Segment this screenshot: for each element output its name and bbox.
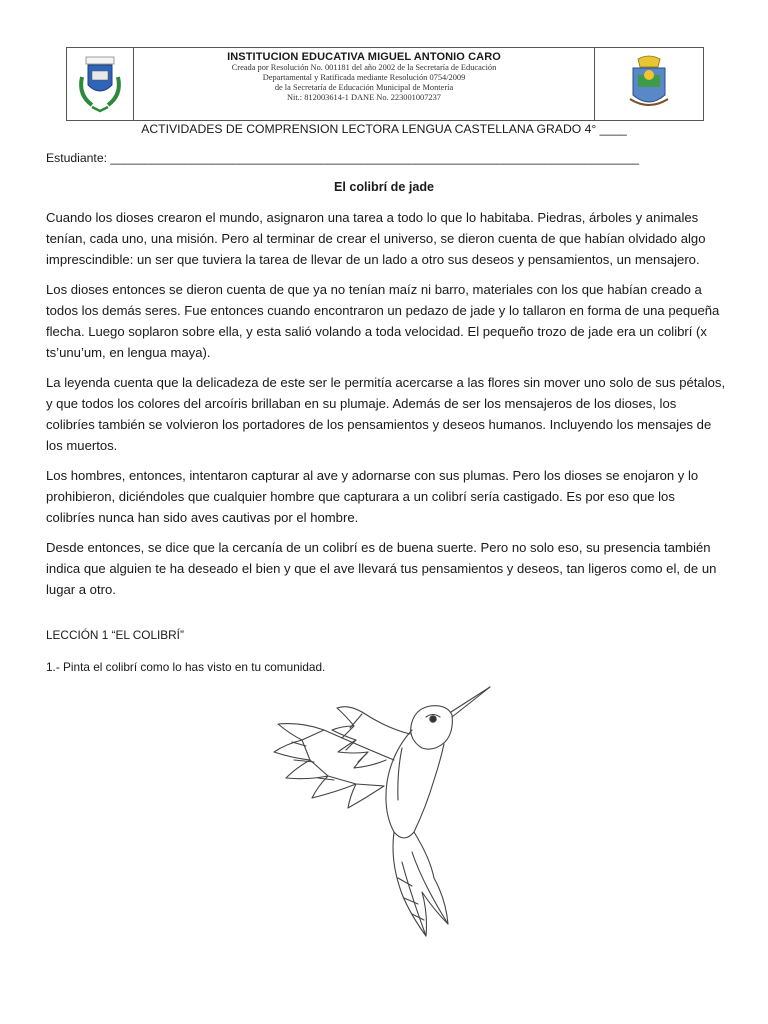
header-line-1: Creada por Resolución No. 001181 del año 2002 de la Secretaría de Educación xyxy=(231,63,497,72)
story-paragraph: Los dioses entonces se dieron cuenta de que ya no tenían maíz ni barro, materiales con los que habían creado a todos los demás seres. Fue entonces cuando encontraron un pedazo de jade y lo tallaron en forma de una pequeña flecha. Luego soplaron sobre ella, y esta salió volando a toda velocidad. El pequeño trozo de jade era un colibrí (x ts’unu’um, en lengua maya). xyxy=(46,282,720,360)
school-crest-icon xyxy=(72,51,128,117)
right-logo-cell xyxy=(594,48,703,120)
hummingbird-drawing xyxy=(262,682,502,942)
municipal-coat-of-arms-icon xyxy=(624,53,674,115)
header-line-4: Nit.: 812003614-1 DANE No. 223001007237 xyxy=(286,93,441,102)
question-1: 1.- Pinta el colibrí como lo has visto en tu comunidad. xyxy=(46,660,326,674)
story-paragraph: Desde entonces, se dice que la cercanía de un colibrí es de buena suerte. Pero no solo eso, su presencia también indica que alguien te ha deseado el bien y que el ave llevará tus pensamientos y deseos, tan ligeros como el, de un lugar a otro. xyxy=(46,540,717,597)
header-line-3: de la Secretaría de Educación Municipal de Montería xyxy=(274,83,454,92)
story-body xyxy=(46,207,726,609)
header-line-2: Departamental y Ratificada mediante Resolución 0754/2009 xyxy=(262,73,466,82)
lesson-title: LECCIÓN 1 “EL COLIBRÍ” xyxy=(46,628,184,642)
left-logo-cell xyxy=(67,48,134,120)
story-paragraph: La leyenda cuenta que la delicadeza de este ser le permitía acercarse a las flores sin mover uno solo de sus pétalos, y que todos los colores del arcoíris brillaban en su plumaje. Además de ser los mensajeros de los dioses, los colibríes también se volvieron los portadores de los pensamientos y deseos humanos. Incluyendo los mensajes de los muertos. xyxy=(46,375,726,453)
school-header xyxy=(66,47,704,121)
student-name-line: Estudiante: ______________________________________________________________________________ xyxy=(46,151,640,165)
institution-name: INSTITUCION EDUCATIVA MIGUEL ANTONIO CARO xyxy=(227,51,501,63)
header-text xyxy=(134,48,594,120)
story-paragraph: Los hombres, entonces, intentaron capturar al ave y adornarse con sus plumas. Pero los dioses se enojaron y lo prohibieron, diciéndoles que cualquier hombre que capturara a un colibrí sería castigado. Es por eso que los colibríes nunca han sido aves cautivas por el hombre. xyxy=(46,468,699,525)
story-title: El colibrí de jade xyxy=(333,180,435,194)
story-paragraph: Cuando los dioses crearon el mundo, asignaron una tarea a todo lo que lo habitaba. Piedras, árboles y animales tenían, cada uno, una misión. Pero al terminar de crear el universo, se dieron cuenta de que habían olvidado algo imprescindible: un ser que tuviera la tarea de llevar de un lado a otro sus deseos y pensamientos, un mensajero. xyxy=(46,210,706,267)
activity-title: ACTIVIDADES DE COMPRENSION LECTORA LENGUA CASTELLANA GRADO 4° ____ xyxy=(141,122,627,136)
